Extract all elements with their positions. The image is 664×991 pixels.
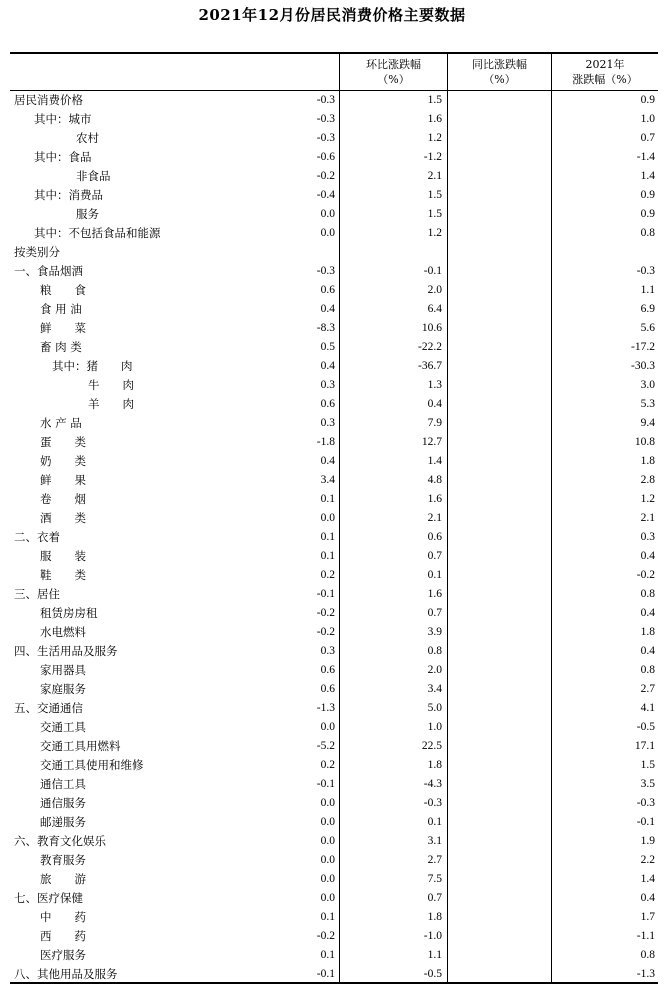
cell-annual: 4.1 — [640, 702, 655, 714]
cell-annual: 0.7 — [640, 132, 655, 144]
cell-yoy: 7.9 — [427, 417, 442, 429]
row-label: 三、居住 — [14, 587, 60, 601]
cell-mom: -0.2 — [316, 607, 335, 619]
table-row — [10, 756, 658, 775]
cell-annual: 9.4 — [640, 417, 655, 429]
header-annual-line2: 涨跌幅（%） — [572, 72, 638, 86]
cell-yoy: -0.1 — [423, 265, 442, 277]
cell-annual: 1.9 — [640, 835, 655, 847]
cell-yoy: 2.0 — [427, 284, 442, 296]
cell-yoy: 1.5 — [427, 189, 442, 201]
cell-yoy: 0.7 — [427, 550, 442, 562]
cell-annual: 1.4 — [640, 170, 655, 182]
table-row — [10, 319, 658, 338]
cell-yoy: 0.7 — [427, 607, 442, 619]
table-row — [10, 908, 658, 927]
cell-annual: 1.4 — [640, 873, 655, 885]
row-label: 按类别分 — [14, 245, 60, 259]
cell-yoy: 0.8 — [427, 645, 442, 657]
row-label: 农村 — [76, 131, 99, 145]
cell-mom: -0.3 — [316, 94, 335, 106]
table-row — [10, 205, 658, 224]
cell-mom: 0.4 — [320, 360, 335, 372]
table-row — [10, 395, 658, 414]
cell-annual: 0.8 — [640, 949, 655, 961]
cell-mom: -0.1 — [316, 778, 335, 790]
table-row — [10, 167, 658, 186]
cell-yoy: 2.7 — [427, 854, 442, 866]
table-row — [10, 604, 658, 623]
table-row — [10, 946, 658, 965]
row-label: 非食品 — [76, 169, 111, 183]
row-label: 通信工具 — [40, 777, 86, 791]
cell-yoy: 1.8 — [427, 911, 442, 923]
cell-yoy: 1.2 — [427, 132, 442, 144]
cell-mom: 0.1 — [320, 493, 335, 505]
table-row — [10, 433, 658, 452]
row-label: 租赁房房租 — [40, 606, 98, 620]
row-label: 服务 — [76, 207, 99, 221]
cell-mom: -0.2 — [316, 626, 335, 638]
cell-annual: -17.2 — [631, 341, 655, 353]
cell-annual: 0.8 — [640, 227, 655, 239]
table-row — [10, 889, 658, 908]
table-row — [10, 851, 658, 870]
table-row — [10, 566, 658, 585]
cell-annual: 1.8 — [640, 626, 655, 638]
cell-yoy: 1.1 — [427, 949, 442, 961]
cell-yoy: -1.0 — [423, 930, 442, 942]
cell-mom: -0.3 — [316, 113, 335, 125]
row-label: 七、医疗保健 — [14, 891, 83, 905]
row-label: 水 产 品 — [40, 416, 82, 430]
header-annual-line1: 2021年 — [585, 57, 625, 71]
table-row — [10, 528, 658, 547]
table-row — [10, 623, 658, 642]
cell-yoy: 1.5 — [427, 208, 442, 220]
cell-mom: 0.5 — [320, 341, 335, 353]
cell-mom: 0.6 — [320, 398, 335, 410]
cell-yoy: 3.4 — [427, 683, 442, 695]
cell-mom: -0.1 — [316, 968, 335, 980]
cell-annual: 0.4 — [640, 892, 655, 904]
table-row — [10, 832, 658, 851]
cell-mom: 0.4 — [320, 303, 335, 315]
cell-mom: 0.1 — [320, 911, 335, 923]
cell-mom: 0.0 — [320, 227, 335, 239]
table-row — [10, 300, 658, 319]
cell-mom: 0.0 — [320, 208, 335, 220]
cell-yoy: 0.6 — [427, 531, 442, 543]
cell-mom: 0.4 — [320, 455, 335, 467]
cell-annual: 17.1 — [634, 740, 655, 752]
cell-yoy: 12.7 — [421, 436, 442, 448]
cell-annual: 2.1 — [640, 512, 655, 524]
table-row — [10, 357, 658, 376]
page-title: 2021年12月份居民消费价格主要数据 — [198, 6, 466, 24]
cell-yoy: 1.4 — [427, 455, 442, 467]
cell-mom: 0.2 — [320, 759, 335, 771]
table-row — [10, 338, 658, 357]
cell-yoy: 1.3 — [427, 379, 442, 391]
cell-mom: -8.3 — [316, 322, 335, 334]
cell-yoy: -36.7 — [418, 360, 442, 372]
cell-yoy: 1.2 — [427, 227, 442, 239]
row-label: 八、其他用品及服务 — [14, 967, 118, 981]
cell-mom: 0.3 — [320, 379, 335, 391]
cell-annual: -1.3 — [636, 968, 655, 980]
cell-mom: -0.2 — [316, 170, 335, 182]
cell-annual: -0.5 — [636, 721, 655, 733]
cell-yoy: 7.5 — [427, 873, 442, 885]
cell-annual: 0.8 — [640, 664, 655, 676]
table-row — [10, 737, 658, 756]
table-row — [10, 110, 658, 129]
header-yoy-line2: （%） — [483, 72, 516, 86]
cell-mom: 0.6 — [320, 284, 335, 296]
cell-yoy: 1.5 — [427, 94, 442, 106]
cell-mom: 0.0 — [320, 816, 335, 828]
table-row — [10, 718, 658, 737]
table-row — [10, 490, 658, 509]
cell-annual: -0.1 — [636, 816, 655, 828]
cell-mom: 0.0 — [320, 835, 335, 847]
cell-yoy: 0.4 — [427, 398, 442, 410]
table-row — [10, 471, 658, 490]
cell-yoy: 1.6 — [427, 113, 442, 125]
table-row — [10, 224, 658, 243]
header-mom-line2: （%） — [377, 72, 410, 86]
cell-annual: 0.9 — [640, 94, 655, 106]
cell-annual: 3.0 — [640, 379, 655, 391]
table-row — [10, 870, 658, 889]
cell-annual: 0.4 — [640, 607, 655, 619]
cell-annual: 1.8 — [640, 455, 655, 467]
row-label: 二、衣着 — [14, 530, 60, 544]
cell-annual: 5.3 — [640, 398, 655, 410]
table-row — [10, 509, 658, 528]
cell-mom: 0.0 — [320, 892, 335, 904]
header-mom — [340, 52, 447, 91]
cell-mom: 0.0 — [320, 512, 335, 524]
cell-annual: -0.3 — [636, 265, 655, 277]
cell-annual: 2.8 — [640, 474, 655, 486]
header-yoy — [448, 52, 551, 91]
row-label: 邮递服务 — [40, 815, 86, 829]
cell-annual: 0.4 — [640, 645, 655, 657]
table-row — [10, 414, 658, 433]
row-label: 其中：消费品 — [34, 188, 103, 202]
table-row — [10, 813, 658, 832]
cell-annual: 3.5 — [640, 778, 655, 790]
cell-mom: 0.3 — [320, 417, 335, 429]
row-label: 其中：不包括食品和能源 — [34, 226, 161, 240]
cell-annual: -0.3 — [636, 797, 655, 809]
row-label: 中 药 — [40, 910, 86, 924]
row-label: 卷 烟 — [40, 492, 86, 506]
table-row — [10, 452, 658, 471]
cell-mom: 0.6 — [320, 683, 335, 695]
cell-yoy: -22.2 — [418, 341, 442, 353]
cell-yoy: 4.8 — [427, 474, 442, 486]
cell-annual: -1.1 — [636, 930, 655, 942]
row-label: 居民消费价格 — [14, 93, 83, 107]
cell-annual: 6.9 — [640, 303, 655, 315]
cell-annual: 1.1 — [640, 284, 655, 296]
table-row — [10, 91, 658, 110]
cell-annual: 0.9 — [640, 189, 655, 201]
table-row — [10, 661, 658, 680]
cell-annual: 1.5 — [640, 759, 655, 771]
row-label: 其中：食品 — [34, 150, 92, 164]
cell-yoy: 0.1 — [427, 569, 442, 581]
cell-annual: 5.6 — [640, 322, 655, 334]
cell-yoy: -1.2 — [423, 151, 442, 163]
cell-mom: 0.2 — [320, 569, 335, 581]
cell-yoy: 2.1 — [427, 512, 442, 524]
row-label: 六、教育文化娱乐 — [14, 834, 106, 848]
cell-annual: 2.2 — [640, 854, 655, 866]
row-label: 羊 肉 — [88, 397, 134, 411]
table-row — [10, 927, 658, 946]
cell-mom: 0.1 — [320, 531, 335, 543]
cell-annual: 0.9 — [640, 208, 655, 220]
table-row — [10, 547, 658, 566]
row-label: 蛋 类 — [40, 435, 86, 449]
table-row — [10, 281, 658, 300]
cell-mom: 0.0 — [320, 797, 335, 809]
cell-yoy: -4.3 — [423, 778, 442, 790]
cell-mom: -0.6 — [316, 151, 335, 163]
cell-yoy: 3.9 — [427, 626, 442, 638]
cell-annual: 1.7 — [640, 911, 655, 923]
cell-annual: 2.7 — [640, 683, 655, 695]
cell-annual: -1.4 — [636, 151, 655, 163]
table-row — [10, 775, 658, 794]
cell-yoy: 1.6 — [427, 493, 442, 505]
cell-annual: 0.4 — [640, 550, 655, 562]
cell-yoy: 0.1 — [427, 816, 442, 828]
table-row — [10, 585, 658, 604]
cell-mom: -0.3 — [316, 132, 335, 144]
row-label: 食 用 油 — [40, 302, 82, 316]
cell-mom: -5.2 — [316, 740, 335, 752]
row-label: 家庭服务 — [40, 682, 86, 696]
cell-mom: -0.2 — [316, 930, 335, 942]
row-label: 交通工具 — [40, 720, 86, 734]
cell-yoy: 2.0 — [427, 664, 442, 676]
row-label: 家用器具 — [40, 663, 86, 677]
row-label: 四、生活用品及服务 — [14, 644, 118, 658]
cell-annual: -30.3 — [631, 360, 655, 372]
row-label: 服 装 — [40, 549, 86, 563]
row-label: 一、食品烟酒 — [14, 264, 83, 278]
table-row — [10, 642, 658, 661]
row-label: 其中：城市 — [34, 112, 92, 126]
cpi-table — [10, 52, 658, 984]
header-annual — [552, 52, 658, 91]
row-label: 鲜 菜 — [40, 321, 86, 335]
table-row — [10, 376, 658, 395]
cell-mom: 0.1 — [320, 949, 335, 961]
cell-yoy: 22.5 — [421, 740, 442, 752]
header-mom-line1: 环比涨跌幅 — [366, 57, 421, 71]
cell-yoy: 1.6 — [427, 588, 442, 600]
table-row — [10, 262, 658, 281]
row-label: 奶 类 — [40, 454, 86, 468]
cell-mom: 0.0 — [320, 721, 335, 733]
table-row — [10, 699, 658, 718]
cell-mom: 0.1 — [320, 550, 335, 562]
header-yoy-line1: 同比涨跌幅 — [472, 57, 527, 71]
table-row — [10, 965, 658, 984]
row-label: 鲜 果 — [40, 473, 86, 487]
row-label: 粮 食 — [40, 283, 86, 297]
cell-yoy: 1.0 — [427, 721, 442, 733]
table-row — [10, 680, 658, 699]
row-label: 畜 肉 类 — [40, 340, 82, 354]
row-label: 旅 游 — [40, 872, 86, 886]
table-row — [10, 129, 658, 148]
cell-annual: 1.0 — [640, 113, 655, 125]
cell-yoy: -0.3 — [423, 797, 442, 809]
cell-yoy: 1.8 — [427, 759, 442, 771]
row-label: 西 药 — [40, 929, 86, 943]
row-label: 牛 肉 — [88, 378, 134, 392]
cell-mom: 0.3 — [320, 645, 335, 657]
table-row — [10, 794, 658, 813]
cell-mom: 0.6 — [320, 664, 335, 676]
cell-yoy: -0.5 — [423, 968, 442, 980]
cell-annual: -0.2 — [636, 569, 655, 581]
cell-mom: -0.4 — [316, 189, 335, 201]
row-label: 医疗服务 — [40, 948, 86, 962]
table-row — [10, 148, 658, 167]
cell-mom: 3.4 — [320, 474, 335, 486]
cell-mom: 0.0 — [320, 873, 335, 885]
cell-yoy: 6.4 — [427, 303, 442, 315]
row-label: 交通工具使用和维修 — [40, 758, 144, 772]
row-label: 交通工具用燃料 — [40, 739, 121, 753]
cell-yoy: 10.6 — [421, 322, 442, 334]
row-label: 水电燃料 — [40, 625, 86, 639]
table-row — [10, 243, 658, 262]
cell-yoy: 2.1 — [427, 170, 442, 182]
row-label: 鞋 类 — [40, 568, 86, 582]
cell-mom: 0.0 — [320, 854, 335, 866]
cell-mom: -1.8 — [316, 436, 335, 448]
row-label: 教育服务 — [40, 853, 86, 867]
row-label: 五、交通通信 — [14, 701, 83, 715]
row-label: 通信服务 — [40, 796, 86, 810]
row-label: 其中：猪 肉 — [52, 359, 133, 373]
cell-yoy: 0.7 — [427, 892, 442, 904]
cell-annual: 0.3 — [640, 531, 655, 543]
cell-yoy: 5.0 — [427, 702, 442, 714]
cell-mom: -1.3 — [316, 702, 335, 714]
cell-annual: 0.8 — [640, 588, 655, 600]
cell-annual: 1.2 — [640, 493, 655, 505]
row-label: 酒 类 — [40, 511, 86, 525]
cell-mom: -0.3 — [316, 265, 335, 277]
table-row — [10, 186, 658, 205]
cell-mom: -0.1 — [316, 588, 335, 600]
cell-annual: 10.8 — [634, 436, 655, 448]
cell-yoy: 3.1 — [427, 835, 442, 847]
